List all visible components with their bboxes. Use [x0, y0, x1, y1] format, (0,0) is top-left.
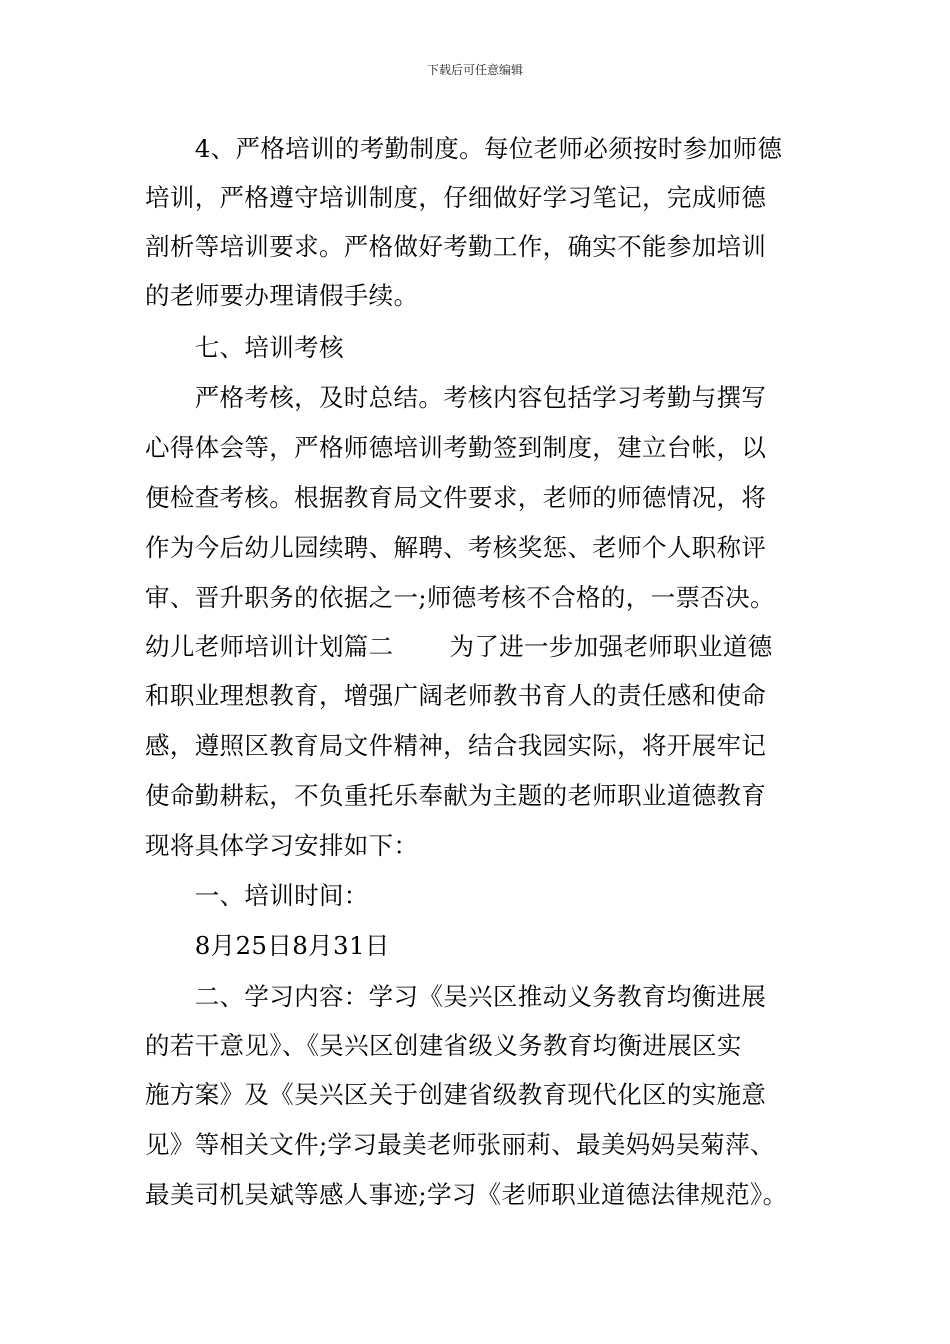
paragraph-line: 审、晋升职务的依据之一;师德考核不合格的，一票否决。 [145, 583, 775, 612]
paragraph-line: 严格考核，及时总结。考核内容包括学习考勤与撰写 [145, 383, 767, 412]
paragraph-line: 作为今后幼儿园续聘、解聘、考核奖惩、老师个人职称评 [145, 533, 767, 562]
paragraph-line: 使命勤耕耘，不负重托乐奉献为主题的老师职业道德教育 [145, 781, 767, 810]
paragraph-line: 感，遵照区教育局文件精神，结合我园实际，将开展牢记 [145, 731, 767, 760]
paragraph-line: 见》等相关文件;学习最美老师张丽莉、最美妈妈吴菊萍、 [145, 1130, 775, 1159]
paragraph-line [145, 632, 825, 662]
intro-text: 为了进一步加强老师职业道德 [449, 632, 773, 661]
paragraph-line: 施方案》及《吴兴区关于创建省级教育现代化区的实施意 [145, 1080, 767, 1109]
paragraph-line: 培训，严格遵守培训制度，仔细做好学习笔记，完成师德 [145, 183, 767, 212]
section-heading: 一、培训时间： [145, 881, 369, 910]
paragraph-line: 二、学习内容：学习《吴兴区推动义务教育均衡进展 [145, 982, 767, 1011]
paragraph-line: 4、严格培训的考勤制度。每位老师必须按时参加师德 [145, 134, 783, 163]
paragraph-line: 和职业理想教育，增强广阔老师教书育人的责任感和使命 [145, 681, 767, 710]
paragraph-line: 最美司机吴斌等感人事迹;学习《老师职业道德法律规范》。 [145, 1180, 788, 1209]
paragraph-line: 现将具体学习安排如下： [145, 831, 419, 860]
paragraph-line: 剖析等培训要求。严格做好考勤工作，确实不能参加培训 [145, 232, 767, 261]
paragraph-line: 便检查考核。根据教育局文件要求，老师的师德情况，将 [145, 483, 767, 512]
article-title: 幼儿老师培训计划篇二 [145, 632, 394, 661]
download-note: 下载后可任意编辑 [426, 63, 523, 77]
section-heading: 七、培训考核 [145, 333, 344, 362]
paragraph-line: 8月25日8月31日 [145, 931, 390, 960]
paragraph-line: 的若干意见》、《吴兴区创建省级义务教育均衡进展区实 [145, 1031, 742, 1060]
paragraph-line: 的老师要办理请假手续。 [145, 281, 419, 310]
paragraph-line: 心得体会等，严格师德培训考勤签到制度，建立台帐，以 [145, 433, 767, 462]
